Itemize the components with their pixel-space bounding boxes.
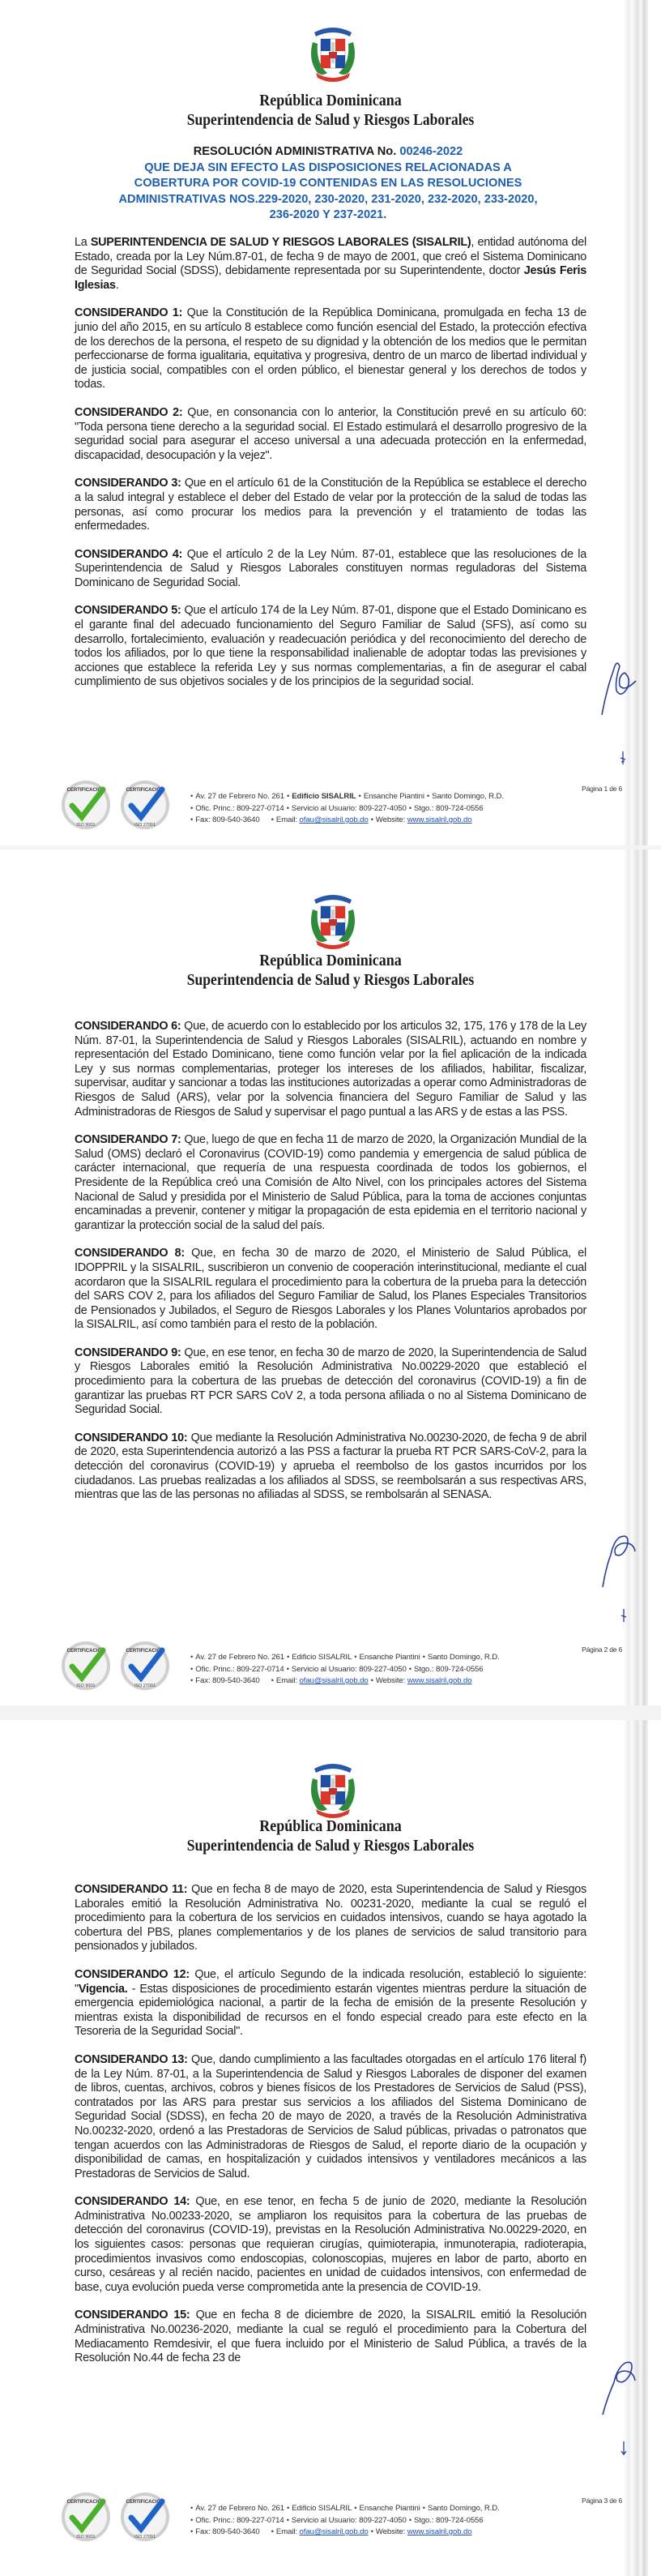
header-institution: Superintendencia de Salud y Riesgos Laborales xyxy=(186,112,475,129)
svg-text:ISO 27001: ISO 27001 xyxy=(134,1684,156,1688)
footer-contact-line: • Fax: 809-540-3640 • Email: ofau@sisalril.gob.do • Website: www.sisalril.gob.do xyxy=(190,2527,472,2536)
iso-27001-certification-icon xyxy=(120,1641,170,1691)
initial-mark-icon xyxy=(620,1607,628,1624)
representative-name: Jesús Feris Iglesias xyxy=(75,264,587,292)
considerando-10: CONSIDERANDO 10: Que mediante la Resolución Administrativa No.00230-2020, de fecha 9 de abril de 2020, esta Superintendencia autorizó a las PSS a facturar la prueba RT PCR SARS-CoV-2, para la detección del coronavirus (COVID-19) y aprueba el reembolso de los gastos incurridos por los ciudadanos. Las pruebas realizadas a los afiliados al SDSS, se reembolsarán a sus respectivas ARS, mientras que las de las personas no afiliadas al SDSS, se rembolsarán al SENASA. xyxy=(75,1431,586,1502)
signature-initials-icon xyxy=(595,648,644,721)
svg-text:ISO 27001: ISO 27001 xyxy=(134,2535,156,2540)
initial-mark-icon xyxy=(620,2440,628,2456)
iso-9001-certification-icon xyxy=(61,2492,111,2542)
intro-paragraph: La SUPERINTENDENCIA DE SALUD Y RIESGOS LABORALES (SISALRIL), entidad autónoma del Estado, creada por la Ley Núm.87-01, de fecha 9 de mayo de 2001, que creó el Sistema Dominicano de Seguridad Social (SDSS), debidamente representada por su Superintendente, doctor Jesús Feris Iglesias. xyxy=(75,236,587,292)
considerando-12: CONSIDERANDO 12: Que, el artículo Segundo de la indicada resolución, estableció lo siguiente: "Vigencia. - Estas disposiciones de procedimiento estarán vigentes mientras perdure la situación de emergencia epidemiológica nacional, a partir de la fecha de emisión de la presente Resolución y mientras exista la disponibilidad de recursos en el fondo especial creado para este efecto en la Tesoreria de la Seguridad Social". xyxy=(75,1967,586,2039)
footer-contact-line: • Fax: 809-540-3640 • Email: ofau@sisalril.gob.do • Website: www.sisalril.gob.do xyxy=(190,815,472,824)
page-footer xyxy=(0,1641,661,1705)
considerando-5: CONSIDERANDO 5: Que el artículo 174 de la Ley Núm. 87-01, dispone que el Estado Dominicano es el garante final del adecuado funcionamiento del Seguro Familiar de Salud (SFS), así como su desarrollo, fortalecimiento, evaluación y readecuación periódica y del reconocimiento del derecho de todos los afiliados, por lo que tiene la responsabilidad inalienable de adoptar todas las previsiones y acciones que establece la referida Ley y sus normas complementarias, a fin de asegurar el cabal cumplimiento de sus objetivos sociales y de los principios de la seguridad social. xyxy=(75,604,587,689)
considerando-3: CONSIDERANDO 3: Que en el artículo 61 de la Constitución de la República se establece el derecho a la salud integral y establece el deber del Estado de velar por la protección de la salud de todas las personas, así como procurar los medios para la prevención y el tratamiento de todas las enfermedades. xyxy=(75,477,586,533)
dominican-coat-of-arms-icon xyxy=(305,1761,361,1819)
page-1 xyxy=(0,0,661,845)
page-3 xyxy=(0,1720,661,2576)
email-link[interactable]: ofau@sisalril.gob.do xyxy=(299,1676,369,1685)
page-separator xyxy=(0,1705,661,1720)
considerando-7: CONSIDERANDO 7: Que, luego de que en fecha 11 de marzo de 2020, la Organización Mundial de la Salud (OMS) declaró el Coronavirus (COVID-19) como pandemia y emergencia de salud pública de carácter internacional, que requería de una respuesta coordinada de todos los gobiernos, el Presidente de la República creó una Comisión de Alto Nivel, con los principales actores del Sistema Nacional de Salud y presidida por el Ministerio de Salud Pública, para la toma de acciones conjuntas encaminadas a prevenir, contener y mitigar la propagación de esta epidemia en el territorio nacional y garantizar la protección social de la salud del país. xyxy=(75,1133,586,1232)
svg-text:CERTIFICACIÓN: CERTIFICACIÓN xyxy=(126,788,164,793)
resolution-number: 00246-2022 xyxy=(399,145,463,158)
header-country: República Dominicana xyxy=(259,952,402,969)
signature-initials-icon xyxy=(598,1522,646,1595)
svg-text:CERTIFICACIÓN: CERTIFICACIÓN xyxy=(66,1649,105,1654)
footer-contact-line: • Fax: 809-540-3640 • Email: ofau@sisalril.gob.do • Website: www.sisalril.gob.do xyxy=(190,1676,472,1685)
resolution-subject-line: 236-2020 Y 237-2021. xyxy=(269,208,387,221)
page-footer xyxy=(0,2492,661,2557)
iso-9001-certification-icon xyxy=(61,780,111,830)
considerando-13: CONSIDERANDO 13: Que, dando cumplimiento a las facultades otorgadas en el artículo 176 literal f) de la Ley Núm. 87-01, a la Superintendencia de Salud y Riesgos Laborales de disponer del examen de libros, cuentas, archivos, cobros y bienes físicos de los Prestadores de Servicios de Salud (PSS), contratados por las ARS para prestar sus servicios a los afiliados del Sistema Dominicano de Seguridad Social (SDSS), en fecha 20 de mayo de 2020, a través de la Resolución Administrativa No.00232-2020, ordenó a las Prestadoras de Servicios de Salud públicas, privadas o patronatos que tengan acuerdos con las Administradoras de Riesgos de Salud, el reporte diario de la ocupación y disponibilidad de camas, en hospitalización y cuidados intensivos y ventiladores mecánicos a las Prestadoras de Servicios de Salud. xyxy=(75,2052,586,2180)
footer-phone-line: • Ofic. Princ.: 809-227-0714 • Servicio al Usuario: 809-227-4050 • Stgo.: 809-724-0556 xyxy=(190,1664,484,1674)
resolution-label: RESOLUCIÓN ADMINISTRATIVA No. xyxy=(193,145,397,158)
website-link[interactable]: www.sisalril.gob.do xyxy=(407,1676,472,1685)
considerando-15: CONSIDERANDO 15: Que en fecha 8 de diciembre de 2020, la SISALRIL emitió la Resolución Administrativa No.00236-2020, mediante la cual se reguló el procedimiento para la Cobertura del Mediacamento Remdesivir, el que fuera incluido por el Ministerio de Salud Pública, a través de la Resolución No.44 de fecha 23 de xyxy=(75,2309,586,2365)
resolution-heading xyxy=(81,144,575,224)
page-3-body xyxy=(75,1883,586,2380)
dominican-coat-of-arms-icon xyxy=(305,892,361,950)
considerando-14: CONSIDERANDO 14: Que, en ese tenor, en fecha 5 de junio de 2020, mediante la Resolución Administrativa No.00233-2020, se ampliaron los requisitos para la cobertura de las pruebas de detección del coronavirus (COVID-19), previstas en la Resolución Administrativa No.00229-2020, en los siguientes casos: personas que requieran cirugías, quimioterapia, inmunoterapia, radioterapia, procedimientos invasivos como endoscopias, colonoscopias, mujeres en labor de parto, aborto en curso, cesáreas y al recién nacido, pacientes en unidad de cuidados intensivos, con enfermedad de base, cuya evolución pueda verse comprometida ante la presencia de COVID-19. xyxy=(75,2195,586,2294)
footer-phone-line: • Ofic. Princ.: 809-227-0714 • Servicio al Usuario: 809-227-4050 • Stgo.: 809-724-0556 xyxy=(190,803,484,813)
page-2 xyxy=(0,849,661,1705)
footer-address-line: • Av. 27 de Febrero No. 261 • Edificio SISALRIL • Ensanche Piantini • Santo Domingo, R.D. xyxy=(190,792,504,801)
svg-text:ISO 9001: ISO 9001 xyxy=(76,1684,96,1688)
footer-phone-line: • Ofic. Princ.: 809-227-0714 • Servicio al Usuario: 809-227-4050 • Stgo.: 809-724-0556 xyxy=(190,2515,484,2525)
page-footer xyxy=(0,780,661,845)
footer-contact xyxy=(188,1652,500,1688)
considerando-8: CONSIDERANDO 8: Que, en fecha 30 de marzo de 2020, el Ministerio de Salud Pública, el IDOPPRIL y la SISALRIL, suscribieron un convenio de cooperación interinstitucional, mediante el cual acordaron que la SISALRIL regulara el procedimiento para la cobertura de la prueba para la detección del SARS COV 2, para los afiliados del Seguro Familiar de Salud, los Planes Especiales Transitorios de Pensionados y Jubilados, el Seguro de Riesgos Laborales y los Planes Voluntarios aprobados por la SISALRIL, así como también para el resto de la población. xyxy=(75,1247,586,1332)
email-link[interactable]: ofau@sisalril.gob.do xyxy=(299,815,369,824)
entity-name: SUPERINTENDENCIA DE SALUD Y RIESGOS LABORALES (SISALRIL) xyxy=(90,236,471,249)
iso-9001-certification-icon xyxy=(61,1641,111,1691)
svg-text:CERTIFICACIÓN: CERTIFICACIÓN xyxy=(126,1649,164,1654)
footer-contact xyxy=(188,2503,500,2539)
svg-text:ISO 27001: ISO 27001 xyxy=(134,823,156,828)
considerando-6: CONSIDERANDO 6: Que, de acuerdo con lo establecido por los articulos 32, 175, 176 y 178 de la Ley Núm. 87-01, la Superintendencia de Salud y Riesgos Laborales (SISALRIL), actuando en nombre y representación del Estado Dominicano, tiene como función velar por la fiel aplicación de la indicada Ley y sus normas complementarias, proteger los intereses de los afiliados, habilitar, fiscalizar, supervisar, auditar y sancionar a todas las instituciones autorizadas a operar como Administradoras de Riesgos de Salud (ARS), velar por la solvencia financiera del Seguro Familiar de Salud y las Administradoras de Riesgos de Salud y supervisar el pago puntual a las ARS y de estas a las PSS. xyxy=(75,1020,586,1119)
svg-text:CERTIFICACIÓN: CERTIFICACIÓN xyxy=(66,788,105,793)
svg-text:ISO 9001: ISO 9001 xyxy=(76,823,96,828)
website-link[interactable]: www.sisalril.gob.do xyxy=(407,815,472,824)
dominican-coat-of-arms-icon xyxy=(305,24,361,83)
considerando-11: CONSIDERANDO 11: Que en fecha 8 de mayo de 2020, esta Superintendencia de Salud y Riesgos Laborales emitió la Resolución Administrativa No. 00231-2020, mediante la cual se reguló el procedimiento para la cobertura de los servicios en cuidados intensivos, cuando se haya agotado la cobertura del PBS, planes complementarios y de los planes de servicios de salud transitorio para pensionados y jubilados. xyxy=(75,1883,586,1953)
initial-mark-icon xyxy=(619,750,627,766)
header-country: República Dominicana xyxy=(259,1817,402,1835)
page-number: Página 3 de 6 xyxy=(582,2497,622,2505)
page-number: Página 2 de 6 xyxy=(582,1645,622,1654)
email-link[interactable]: ofau@sisalril.gob.do xyxy=(299,2527,369,2536)
footer-address-line: • Av. 27 de Febrero No. 261 • Edificio SISALRIL • Ensanche Piantini • Santo Domingo, R.D. xyxy=(190,2504,500,2513)
considerando-9: CONSIDERANDO 9: Que, en ese tenor, en fecha 30 de marzo de 2020, la Superintendencia de Salud y Riesgos Laborales emitió la Resolución Administrativa No.00229-2020 que estableció el procedimiento para la cobertura de las pruebas de detección del coronavirus (COVID-19) a fin de garantizar las pruebas RT PCR SARS CoV 2, a toda persona afiliada o no al Sistema Dominicano de Seguridad Social. xyxy=(75,1346,586,1417)
considerando-4: CONSIDERANDO 4: Que el artículo 2 de la Ley Núm. 87-01, establece que las resoluciones de la Superintendencia de Salud y Riesgos Laborales constituyen normas reguladoras del Sistema Dominicano de Seguridad Social. xyxy=(75,547,586,589)
page-number: Página 1 de 6 xyxy=(582,785,622,793)
page-2-body xyxy=(75,1020,586,1517)
iso-27001-certification-icon xyxy=(120,780,170,830)
header-institution: Superintendencia de Salud y Riesgos Laborales xyxy=(186,1838,475,1855)
iso-27001-certification-icon xyxy=(120,2492,170,2542)
resolution-number-line xyxy=(81,144,575,160)
resolution-subject-line: ADMINISTRATIVAS NOS.229-2020, 230-2020, 231-2020, 232-2020, 233-2020, xyxy=(118,192,538,206)
website-link[interactable]: www.sisalril.gob.do xyxy=(407,2527,472,2536)
considerando-1: CONSIDERANDO 1: Que la Constitución de la República Dominicana, promulgada en fecha 13 de junio del año 2015, en su artículo 8 establece como función esencial del Estado, la protección efectiva de los derechos de la persona, el respeto de su dignidad y la obtención de los medios que le permitan perfeccionarse de forma igualitaria, equitativa y progresiva, dentro de un marco de libertad individual y de justicia social, compatibles con el orden público, el bienestar general y los derechos de todos y todas. xyxy=(75,306,586,392)
header-country: República Dominicana xyxy=(259,92,402,109)
resolution-subject-line: COBERTURA POR COVID-19 CONTENIDAS EN LAS RESOLUCIONES xyxy=(134,177,522,190)
footer-address-line: • Av. 27 de Febrero No. 261 • Edificio SISALRIL • Ensanche Piantini • Santo Domingo, R.D. xyxy=(190,1653,500,1662)
svg-text:CERTIFICACIÓN: CERTIFICACIÓN xyxy=(126,2500,164,2505)
svg-text:CERTIFICACIÓN: CERTIFICACIÓN xyxy=(66,2500,105,2505)
footer-contact xyxy=(188,791,504,827)
resolution-subject-line: QUE DEJA SIN EFECTO LAS DISPOSICIONES RELACIONADAS A xyxy=(144,160,512,174)
signature-initials-icon xyxy=(598,2348,646,2421)
svg-text:ISO 9001: ISO 9001 xyxy=(76,2535,96,2540)
header-institution: Superintendencia de Salud y Riesgos Laborales xyxy=(186,972,475,989)
page-1-body xyxy=(75,236,586,704)
considerando-2: CONSIDERANDO 2: Que, en consonancia con lo anterior, la Constitución prevé en su artículo 60: "Toda persona tiene derecho a la seguridad social. El Estado estimulará el desarrollo progresivo de la seguridad social para asegurar el acceso universal a una adecuada protección en la enfermedad, discapacidad, desocupación y la vejez". xyxy=(75,405,587,462)
